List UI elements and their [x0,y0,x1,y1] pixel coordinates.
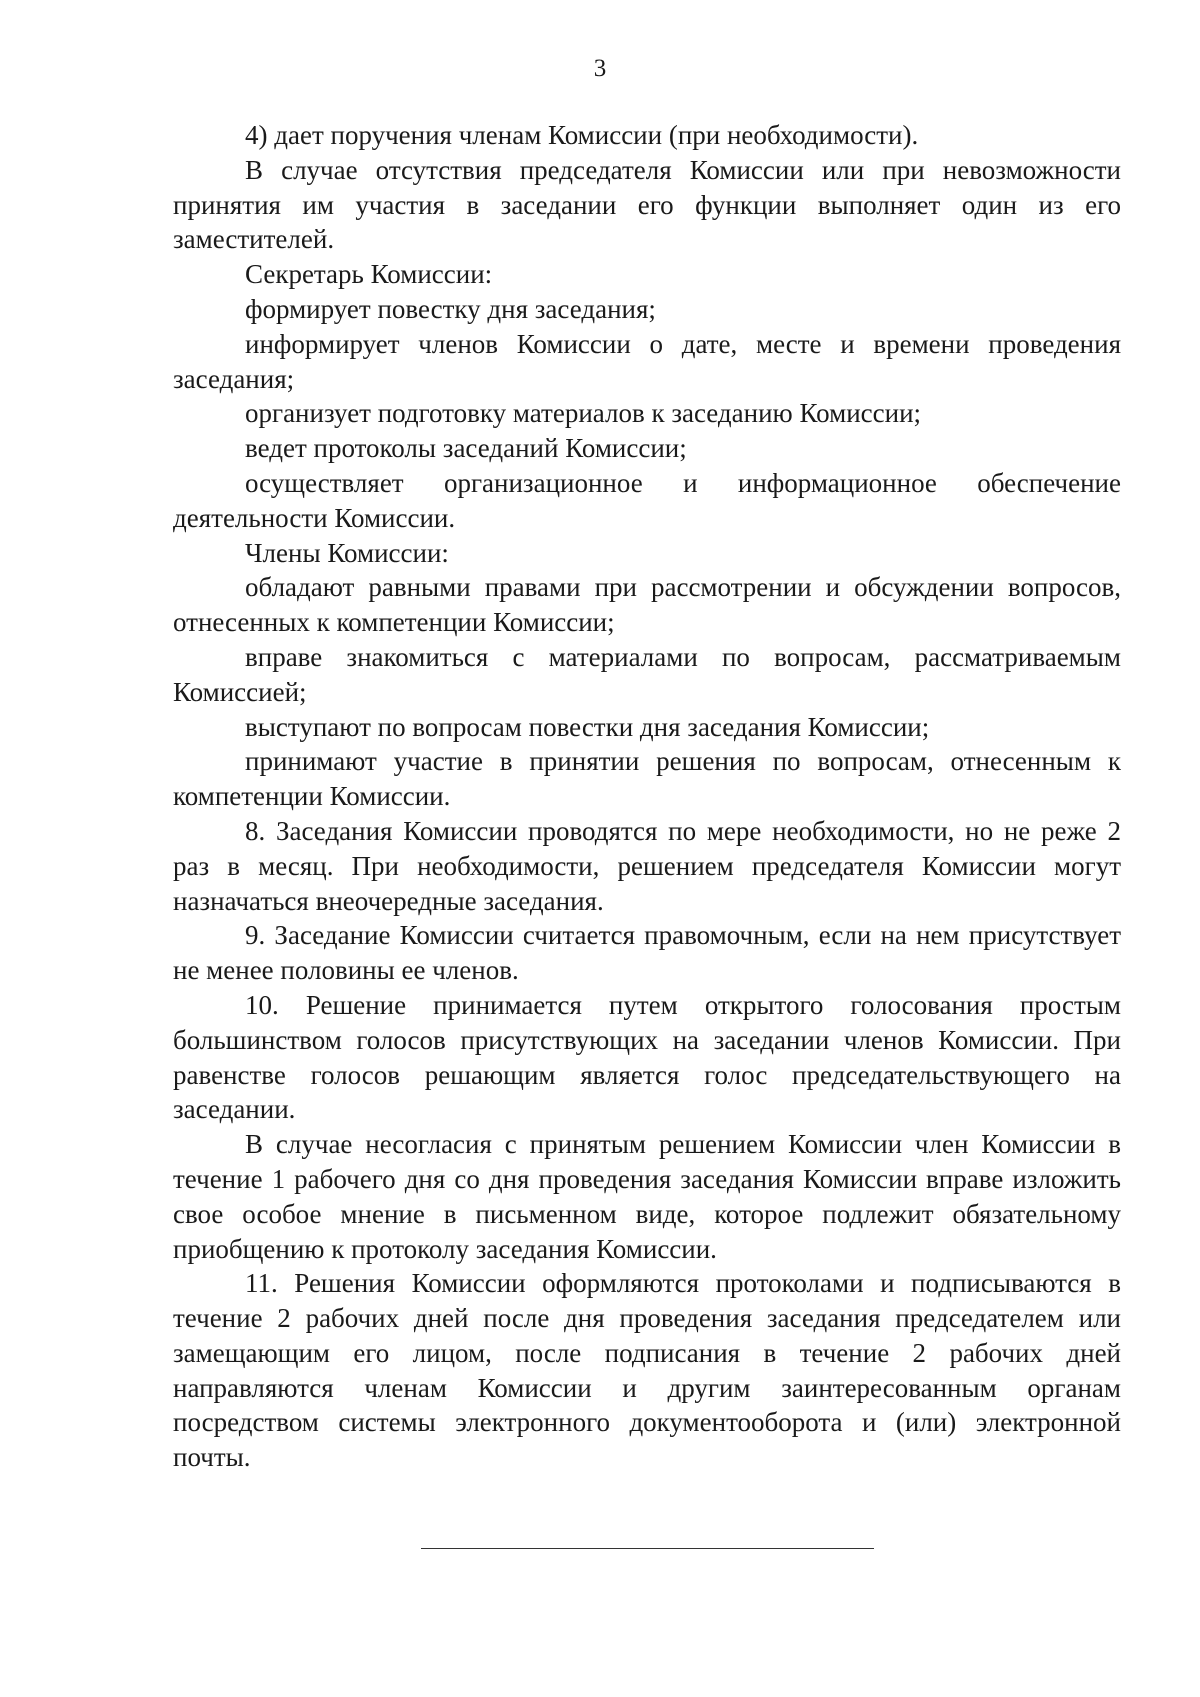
paragraph-secretary-heading: Секретарь Комиссии: [245,259,493,290]
paragraph-item-8: 8. Заседания Комиссии проводятся по мере необходимости, но не реже 2 раз в месяц. При необходимости, решением председателя Комиссии могут назначаться внеочередные заседания. [173,815,1121,916]
paragraph-dissent: В случае несогласия с принятым решением Комиссии член Комиссии в течение 1 рабочего дня со дня проведения заседания Комиссии вправе изложить свое особое мнение в письменном виде, которое подлежит обязательному приобщению к протоколу заседания Комиссии. [173,1129,1121,1264]
paragraph-secretary-protocols: ведет протоколы заседаний Комиссии; [245,433,687,464]
paragraph-members-rights: обладают равными правами при рассмотрении и обсуждении вопросов, отнесенных к компетенции Комиссии; [173,572,1121,638]
paragraph-members-speak: выступают по вопросам повестки дня заседания Комиссии; [245,711,930,742]
paragraph-members-decisions: принимают участие в принятии решения по вопросам, отнесенным к компетенции Комиссии. [173,746,1121,812]
page-number: 3 [593,55,607,82]
paragraph-item-10: 10. Решение принимается путем открытого голосования простым большинством голосов присутствующих на заседании членов Комиссии. При равенстве голосов решающим является голос председательствующего на заседании. [173,989,1121,1125]
paragraph-item-11: 11. Решения Комиссии оформляются протоколами и подписываются в течение 2 рабочих дней после дня проведения заседания председателем или замещающим его лицом, после подписания в течение 2 рабочих дней направляются членам Комиссии и другим заинтересованным органам посредством системы электронного документооборота и (или) электронной почты. [173,1268,1121,1473]
paragraph-secretary-inform: информирует членов Комиссии о дате, месте и времени проведения заседания; [173,328,1121,394]
document-body [173,118,1121,1475]
end-divider-line [421,1548,874,1549]
paragraph-secretary-agenda: формирует повестку дня заседания; [245,293,656,324]
paragraph-secretary-materials: организует подготовку материалов к заседанию Комиссии; [245,398,922,429]
paragraph-secretary-support: осуществляет организационное и информационное обеспечение деятельности Комиссии. [173,467,1121,533]
paragraph-members-materials: вправе знакомиться с материалами по вопросам, рассматриваемым Комиссией; [173,641,1121,707]
paragraph-assignments: 4) дает поручения членам Комиссии (при необходимости). [245,120,919,150]
paragraph-chair-absence: В случае отсутствия председателя Комиссии или при невозможности принятия им участия в заседании его функции выполняет один из его заместителей. [173,154,1121,255]
paragraph-members-heading: Члены Комиссии: [245,537,449,568]
paragraph-item-9: 9. Заседание Комиссии считается правомочным, если на нем присутствует не менее половины ее членов. [173,920,1121,986]
